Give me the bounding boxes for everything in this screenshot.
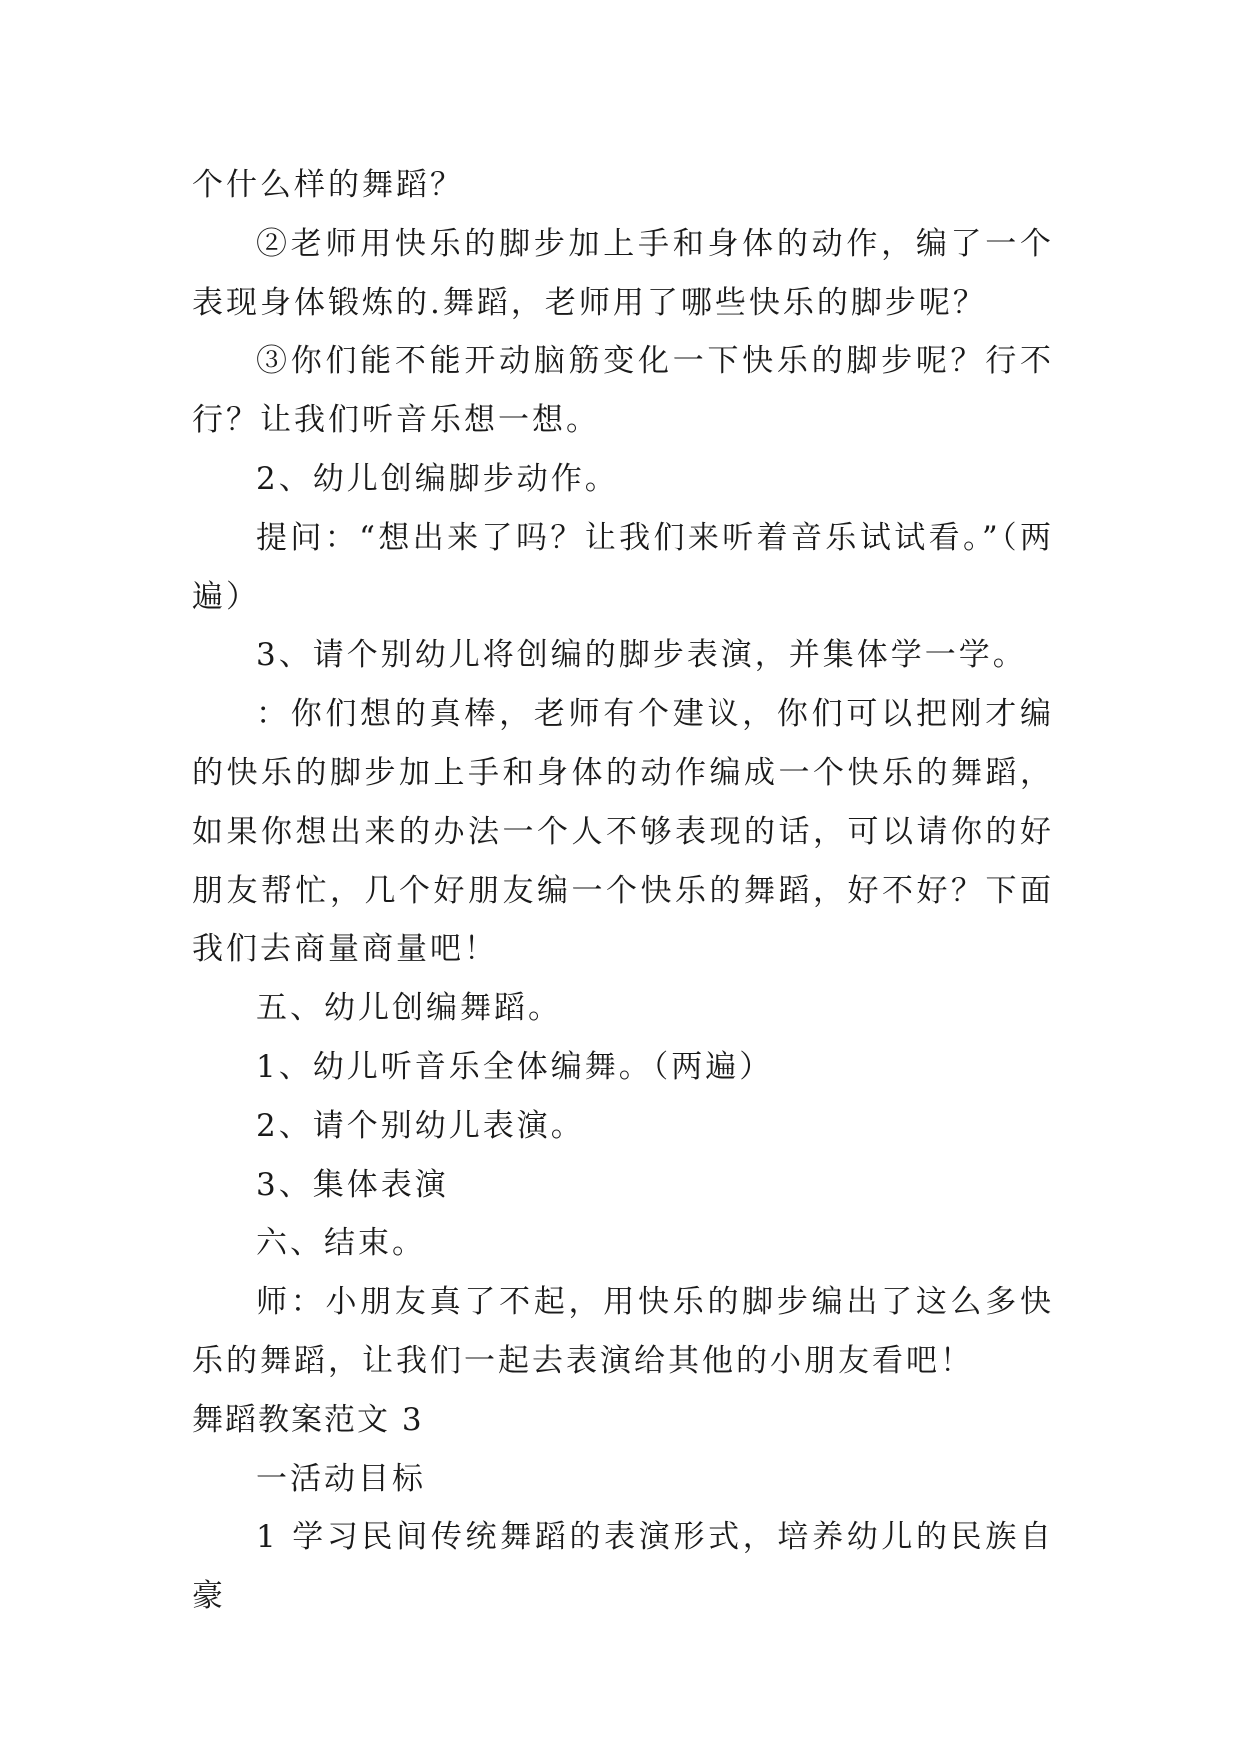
paragraph-item-group-dance: 1、幼儿听音乐全体编舞。（两遍） [256, 1048, 774, 1085]
paragraph-item-perform-steps: 3、请个别幼儿将创编的脚步表演，并集体学一学。 [256, 637, 1027, 674]
document-body [192, 156, 1054, 1626]
paragraph-teacher-suggestion: ：你们想的真棒，老师有个建议，你们可以把刚才编的快乐的脚步加上手和身体的动作编成一个快乐的舞蹈，如果你想出来的办法一个人不够表现的话，可以请你的好朋友帮忙，几个好朋友编一个快乐的舞蹈，好不好？下面我们去商量商量吧！ [192, 696, 1054, 968]
paragraph-item-collective-show: 3、集体表演 [256, 1166, 449, 1203]
paragraph-continuation: 个什么样的舞蹈？ [192, 167, 464, 203]
section-heading-six: 六、结束。 [256, 1225, 426, 1262]
paragraph-item-individual-show: 2、请个别幼儿表演。 [256, 1107, 585, 1144]
paragraph-step-3: ③你们能不能开动脑筋变化一下快乐的脚步呢？行不行？让我们听音乐想一想。 [192, 343, 1054, 439]
section-heading-goals: 一活动目标 [256, 1460, 426, 1497]
paragraph-step-2: ②老师用快乐的脚步加上手和身体的动作，编了一个表现身体锻炼的.舞蹈，老师用了哪些快乐的脚步呢？ [192, 225, 1054, 321]
section-heading-five: 五、幼儿创编舞蹈。 [256, 990, 562, 1027]
document-section-title: 舞蹈教案范文 3 [192, 1401, 424, 1438]
paragraph-item-create-steps: 2、幼儿创编脚步动作。 [256, 460, 619, 497]
paragraph-goal-1: 1 学习民间传统舞蹈的表演形式，培养幼儿的民族自豪 [192, 1519, 1054, 1615]
paragraph-question: 提问：“想出来了吗？让我们来听着音乐试试看。”（两遍） [192, 519, 1054, 615]
paragraph-teacher-closing: 师：小朋友真了不起，用快乐的脚步编出了这么多快乐的舞蹈，让我们一起去表演给其他的小朋友看吧！ [192, 1284, 1054, 1379]
